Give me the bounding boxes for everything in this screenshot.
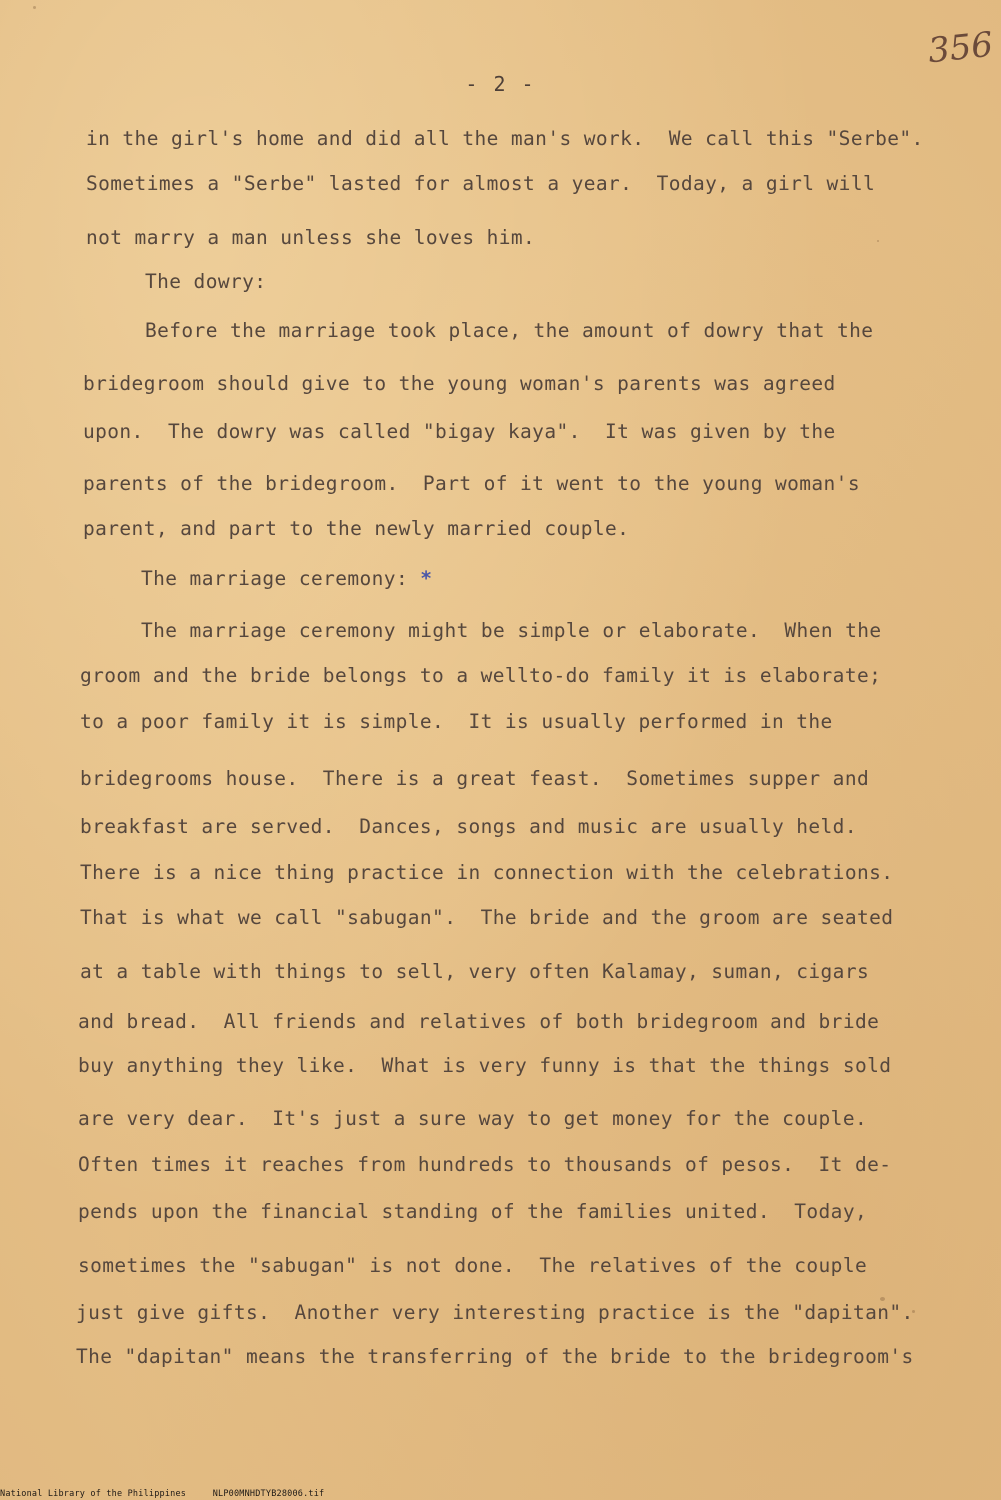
text-line: are very dear. It's just a sure way to get money for the couple.: [78, 1107, 868, 1130]
text-line: The "dapitan" means the transferring of the bride to the bridegroom's: [76, 1345, 914, 1368]
text-line: groom and the bride belongs to a wellto-do family it is elaborate;: [80, 664, 882, 687]
text-line: breakfast are served. Dances, songs and music are usually held.: [80, 815, 857, 838]
text-line: pends upon the financial standing of the families united. Today,: [78, 1200, 868, 1223]
text-line: and bread. All friends and relatives of both bridegroom and bride: [78, 1010, 880, 1033]
paper-speck: [33, 6, 36, 9]
text-line: Often times it reaches from hundreds to thousands of pesos. It de-: [78, 1153, 892, 1176]
text-line: parent, and part to the newly married couple.: [83, 517, 630, 540]
page-number: - 2 -: [465, 72, 536, 96]
section-heading-ceremony-label: The marriage ceremony:: [141, 567, 409, 590]
paper-speck: [880, 1297, 885, 1301]
section-heading-ceremony: [141, 567, 432, 591]
text-line: not marry a man unless she loves him.: [86, 226, 536, 249]
text-line: sometimes the "sabugan" is not done. The relatives of the couple: [78, 1254, 868, 1277]
scan-footer: National Library of the Philippines NLP00MNHDTYB28006.tif: [0, 1489, 325, 1499]
text-line: That is what we call "sabugan". The bride and the groom are seated: [80, 906, 894, 929]
text-line: Sometimes a "Serbe" lasted for almost a year. Today, a girl will: [86, 172, 876, 195]
text-line: bridegrooms house. There is a great feast. Sometimes supper and: [80, 767, 870, 790]
text-line: There is a nice thing practice in connection with the celebrations.: [80, 861, 894, 884]
paper-speck: [912, 1310, 915, 1313]
text-line: at a table with things to sell, very often Kalamay, suman, cigars: [80, 960, 870, 983]
text-line: bridegroom should give to the young woman's parents was agreed: [83, 372, 836, 395]
text-line: just give gifts. Another very interesting practice is the "dapitan".: [76, 1301, 914, 1324]
text-line: in the girl's home and did all the man's work. We call this "Serbe".: [86, 127, 924, 150]
text-line: to a poor family it is simple. It is usually performed in the: [80, 710, 833, 733]
folio-number: 356: [926, 24, 995, 72]
annotation-star-mark: *: [420, 567, 433, 590]
text-line: parents of the bridegroom. Part of it went to the young woman's: [83, 472, 860, 495]
text-line: Before the marriage took place, the amount of dowry that the: [145, 319, 874, 342]
text-line: buy anything they like. What is very funny is that the things sold: [78, 1054, 892, 1077]
text-line: The marriage ceremony might be simple or elaborate. When the: [141, 619, 882, 642]
section-heading-dowry: The dowry:: [145, 270, 267, 293]
paper-speck: [877, 240, 879, 242]
text-line: upon. The dowry was called "bigay kaya". It was given by the: [83, 420, 836, 443]
